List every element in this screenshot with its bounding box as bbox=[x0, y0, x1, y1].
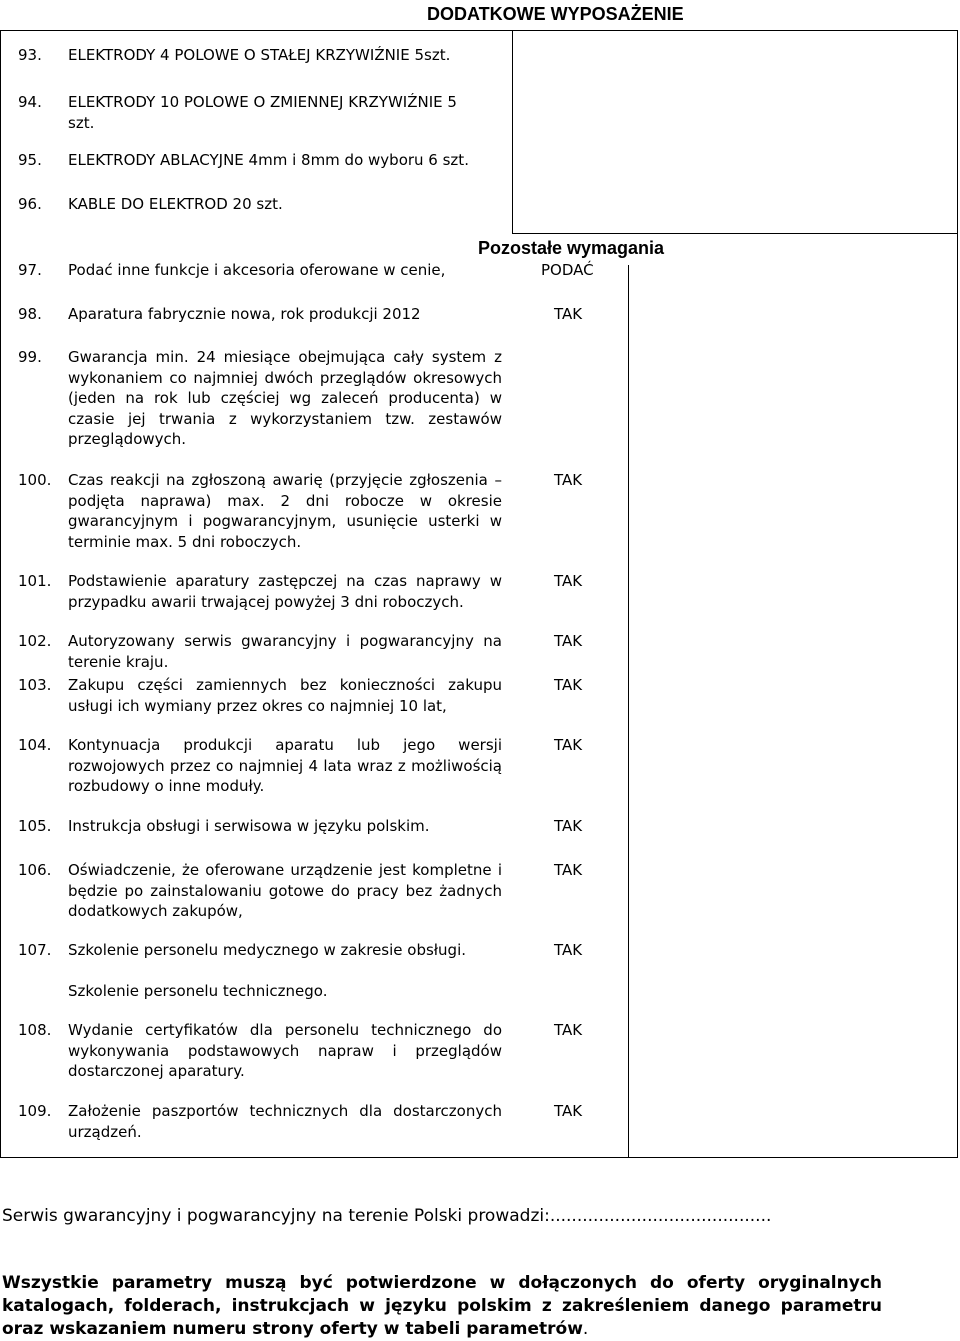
row-text: Podstawienie aparatury zastępczej na czas naprawy w przypadku awarii trwającej powyżej 3 dni roboczych. bbox=[68, 572, 502, 611]
row-text: Podać inne funkcje i akcesoria oferowane w cenie, bbox=[68, 261, 446, 279]
row-number: 94. bbox=[18, 93, 42, 111]
row-text: Gwarancja min. 24 miesiące obejmująca cały system z wykonaniem co najmniej dwóch przeglądów okresowych (jeden na rok lub częściej wg zaleceń producenta) w czasie jej trwania z wykorzystaniem tzw. zestawów przeglądowych. bbox=[68, 348, 502, 448]
row-value: TAK bbox=[554, 941, 583, 959]
row-value: PODAĆ bbox=[541, 261, 594, 279]
row-text: Autoryzowany serwis gwarancyjny i pogwarancyjny na terenie kraju. bbox=[68, 632, 502, 671]
row-value: TAK bbox=[554, 572, 583, 590]
row-text: Szkolenie personelu medycznego w zakresie obsługi. bbox=[68, 941, 467, 959]
row-value: TAK bbox=[554, 471, 583, 489]
section-title-other-requirements: Pozostałe wymagania bbox=[478, 238, 665, 258]
row-number: 103. bbox=[18, 676, 52, 694]
row-value: TAK bbox=[554, 1102, 583, 1120]
service-provider-line: Serwis gwarancyjny i pogwarancyjny na terenie Polski prowadzi:......................................... bbox=[2, 1206, 772, 1226]
column-divider-top bbox=[512, 30, 513, 233]
row-text: ELEKTRODY 4 POLOWE O STAŁEJ KRZYWIŹNIE 5szt. bbox=[68, 46, 451, 64]
row-value: TAK bbox=[554, 736, 583, 754]
row-number: 93. bbox=[18, 46, 42, 64]
row-text: Założenie paszportów technicznych dla dostarczonych urządzeń. bbox=[68, 1102, 502, 1141]
row-number: 109. bbox=[18, 1102, 52, 1120]
row-value: TAK bbox=[554, 817, 583, 835]
row-number: 107. bbox=[18, 941, 52, 959]
row-number: 99. bbox=[18, 348, 42, 366]
row-text: Oświadczenie, że oferowane urządzenie jest kompletne i będzie po zainstalowaniu gotowe do pracy bez żadnych dodatkowych zakupów, bbox=[68, 861, 502, 920]
section-title-additional-equipment: DODATKOWE WYPOSAŻENIE bbox=[427, 4, 684, 24]
column-divider-right bbox=[628, 265, 629, 1158]
row-value: TAK bbox=[554, 861, 583, 879]
row-text: Instrukcja obsługi i serwisowa w języku polskim. bbox=[68, 817, 430, 835]
row-value: TAK bbox=[554, 305, 583, 323]
row-value: TAK bbox=[554, 632, 583, 650]
row-text: Kontynuacja produkcji aparatu lub jego wersji rozwojowych przez co najmniej 4 lata wraz z możliwością rozbudowy o inne moduły. bbox=[68, 736, 502, 795]
row-text: ELEKTRODY ABLACYJNE 4mm i 8mm do wyboru 6 szt. bbox=[68, 151, 469, 169]
parameters-note-bold: Wszystkie parametry muszą być potwierdzone w dołączonych do oferty oryginalnych katalogach, folderach, instrukcjach w języku polskim z zakreśleniem danego parametru oraz wskazaniem numeru strony oferty w tabeli parametrów bbox=[2, 1273, 882, 1339]
row-number: 108. bbox=[18, 1021, 52, 1039]
row-text: Wydanie certyfikatów dla personelu technicznego do wykonywania podstawowych napraw i przeglądów dostarczonej aparatury. bbox=[68, 1021, 502, 1080]
section-divider bbox=[512, 233, 958, 234]
row-text: Aparatura fabrycznie nowa, rok produkcji 2012 bbox=[68, 305, 421, 323]
row-text: Szkolenie personelu technicznego. bbox=[68, 982, 328, 1000]
row-number: 96. bbox=[18, 195, 42, 213]
row-text: ELEKTRODY 10 POLOWE O ZMIENNEJ KRZYWIŹNIE 5 szt. bbox=[68, 93, 457, 132]
row-text: Czas reakcji na zgłoszoną awarię (przyjęcie zgłoszenia – podjęta naprawa) max. 2 dni robocze w okresie gwarancyjnym i pogwarancyjnym, usunięcie usterki w terminie max. 5 dni roboczych. bbox=[68, 471, 502, 551]
row-text: Zakupu części zamiennych bez konieczności zakupu usługi ich wymiany przez okres co najmniej 10 lat, bbox=[68, 676, 502, 715]
row-number: 100. bbox=[18, 471, 52, 489]
row-value: TAK bbox=[554, 676, 583, 694]
row-number: 105. bbox=[18, 817, 52, 835]
row-number: 106. bbox=[18, 861, 52, 879]
row-number: 101. bbox=[18, 572, 52, 590]
row-number: 98. bbox=[18, 305, 42, 323]
row-number: 95. bbox=[18, 151, 42, 169]
row-value: TAK bbox=[554, 1021, 583, 1039]
row-number: 97. bbox=[18, 261, 42, 279]
row-number: 102. bbox=[18, 632, 52, 650]
parameters-note bbox=[2, 1272, 882, 1341]
row-text: KABLE DO ELEKTROD 20 szt. bbox=[68, 195, 283, 213]
parameters-note-end: . bbox=[582, 1319, 589, 1339]
row-number: 104. bbox=[18, 736, 52, 754]
